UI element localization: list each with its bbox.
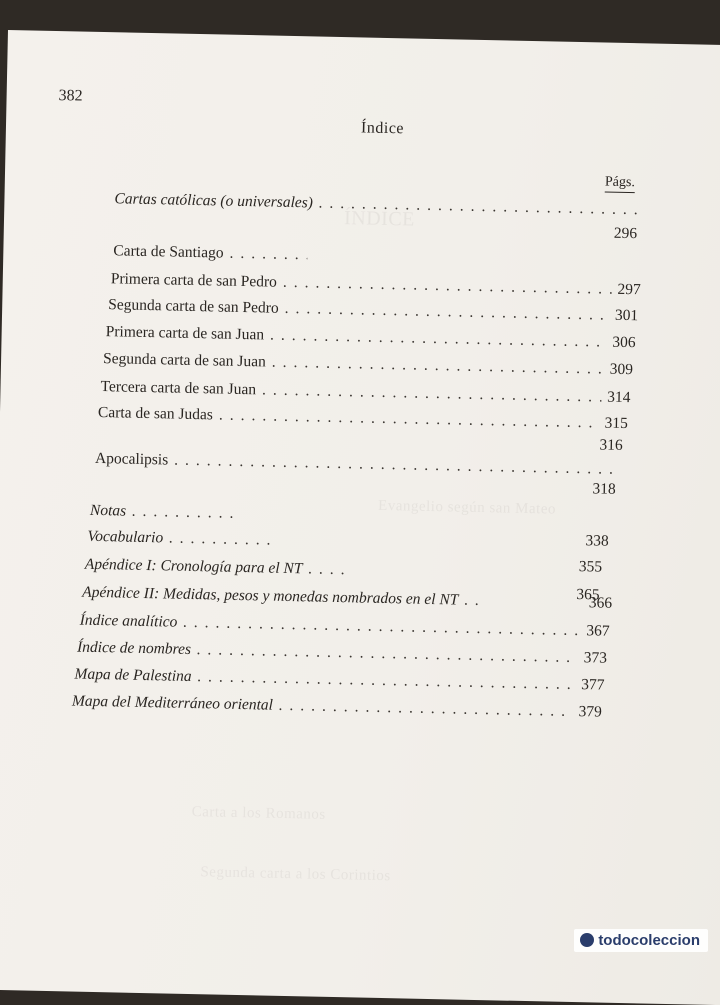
toc-entry	[95, 450, 625, 479]
toc-title: Índice analítico	[79, 612, 177, 632]
dot-leader: ..........	[169, 529, 282, 549]
dot-leader: ................................................	[219, 407, 599, 433]
toc-entry	[77, 639, 607, 668]
running-head: Índice	[361, 119, 404, 138]
toc-title: Apéndice II: Medidas, pesos y monedas nombrados en el NT	[82, 584, 459, 610]
toc-page-number: 367	[586, 622, 610, 640]
dot-leader: ................................................	[284, 300, 609, 325]
dot-leader: ................................................	[183, 614, 580, 640]
toc-entry	[98, 404, 628, 433]
toc-page-number: 306	[612, 334, 636, 352]
toc-title: Apéndice I: Cronología para el NT	[85, 556, 303, 579]
dot-leader: ..........	[229, 245, 307, 265]
show-through-text: Segunda carta a los Corintios	[200, 864, 391, 885]
toc-page-number: 338	[585, 532, 609, 550]
show-through-text: Carta a los Romanos	[191, 804, 325, 824]
toc-entry	[106, 323, 636, 352]
toc-title: Apocalipsis	[95, 450, 169, 470]
toc-title: Vocabulario	[87, 528, 163, 548]
dot-leader: ................................................	[197, 668, 575, 694]
toc-entry	[87, 528, 287, 550]
toc-entry	[82, 584, 612, 613]
show-through-text: ÍNDICE	[344, 207, 415, 231]
toc-title: Mapa del Mediterráneo oriental	[72, 692, 273, 714]
toc-title: Notas	[90, 502, 127, 521]
toc-page-number: 314	[607, 389, 631, 407]
dot-leader: ................................................	[197, 641, 578, 667]
toc-entry	[74, 666, 604, 695]
toc-entry	[79, 612, 609, 641]
page-number: 382	[58, 87, 82, 105]
toc-page-number: 355	[579, 558, 603, 576]
watermark-logo	[574, 929, 708, 952]
dot-leader: ................................................	[272, 354, 604, 379]
toc-page-number: 379	[578, 703, 602, 721]
dot-leader: ................................................	[262, 381, 602, 406]
toc-title: Carta de san Judas	[98, 404, 213, 424]
toc-page-number: 297	[617, 281, 641, 299]
toc-page-number: 377	[581, 676, 605, 694]
toc-page-number: 296	[614, 225, 638, 243]
toc-title: Primera carta de san Pedro	[111, 270, 277, 291]
book-page	[0, 30, 720, 1005]
toc-entry	[72, 692, 602, 721]
toc-page-number: 301	[615, 307, 639, 325]
dot-leader: ................................................	[283, 274, 612, 299]
dot-leader: ..	[464, 592, 583, 612]
toc-title: Tercera carta de san Juan	[100, 378, 256, 399]
toc-entry	[113, 242, 313, 264]
toc-page-number: 315	[604, 415, 628, 433]
toc-entry	[103, 350, 633, 379]
dot-leader: ................................................	[279, 697, 573, 721]
dot-leader: ................................................	[174, 452, 619, 479]
show-through-text: Evangelio según san Mateo	[378, 498, 556, 519]
toc-page-number: 373	[584, 649, 608, 667]
toc-title: Índice de nombres	[77, 639, 191, 659]
toc-page-number: 318	[592, 480, 616, 498]
dot-leader: ................................................................	[319, 195, 639, 220]
toc-title: Segunda carta de san Juan	[103, 350, 266, 371]
toc-title: Carta de Santiago	[113, 242, 224, 262]
dot-leader: ..........	[132, 503, 614, 531]
pages-column-label: Págs.	[605, 175, 635, 194]
toc-page-number: 316	[599, 436, 623, 454]
toc-entry	[111, 270, 641, 299]
toc-entry	[108, 296, 638, 325]
toc-page-number: 366	[589, 594, 613, 612]
toc-title: Primera carta de san Juan	[106, 323, 265, 344]
dot-leader: ....	[308, 560, 409, 580]
dot-leader: ................................................	[270, 327, 607, 352]
toc-title: Segunda carta de san Pedro	[108, 296, 279, 318]
toc-page-number: 365	[576, 586, 600, 604]
toc-entry	[100, 378, 630, 407]
toc-page-number: 309	[610, 361, 634, 379]
watermark-text: todocoleccion	[598, 932, 700, 949]
circle-logo-icon	[580, 933, 594, 947]
toc-title: Mapa de Palestina	[74, 666, 191, 686]
toc-entry	[85, 556, 415, 581]
toc-title: Cartas católicas (o universales)	[114, 190, 313, 212]
